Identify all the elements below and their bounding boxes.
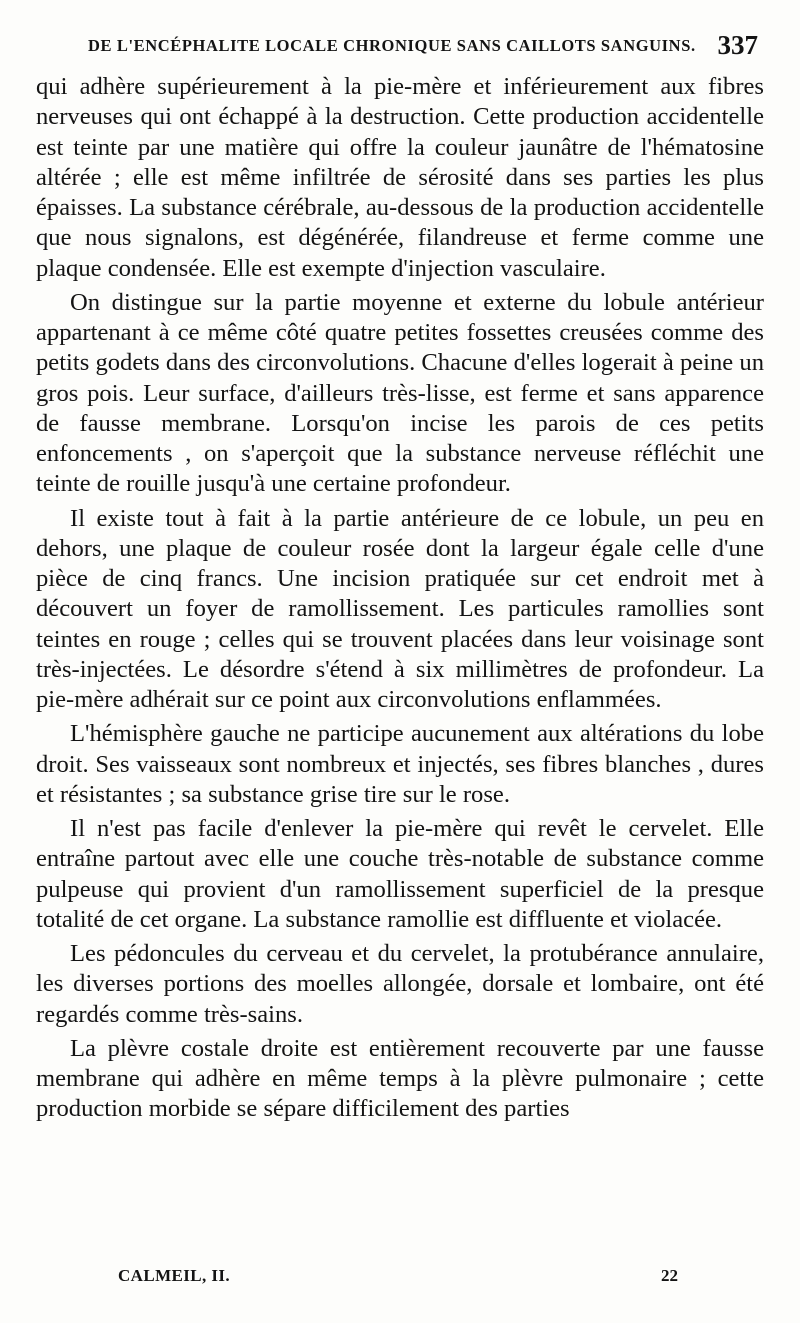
paragraph-2: On distingue sur la partie moyenne et externe du lobule antérieur appartenant à ce même côté quatre petites fossettes creusées comme des petits godets dans des circonvolutions. Chacune d'elles logerait à peine un gros pois. Leur surface, d'ailleurs très-lisse, est ferme et sans apparence de fausse membrane. Lorsqu'on incise les parois de ces petits enfoncements , on s'aperçoit que la substance nerveuse réfléchit une teinte de rouille jusqu'à une certaine profondeur. xyxy=(36,288,764,498)
paragraph-4: L'hémisphère gauche ne participe aucunement aux altérations du lobe droit. Ses vaisseaux sont nombreux et injectés, ses fibres blanches , dures et résistantes ; sa substance grise tire sur le rose. xyxy=(36,720,764,808)
paragraph-5: Il n'est pas facile d'enlever la pie-mère qui revêt le cervelet. Elle entraîne partout avec elle une couche très-notable de substance comme pulpeuse qui provient d'un ramollissement superficiel de la presque totalité de cet organe. La substance ramollie est diffluente et violacée. xyxy=(36,815,764,933)
running-title: DE L'ENCÉPHALITE LOCALE CHRONIQUE SANS CAILLOTS SANGUINS. xyxy=(88,36,696,55)
signature: CALMEIL, II. xyxy=(118,1266,231,1285)
paragraph-6: Les pédoncules du cerveau et du cervelet, la protubérance annulaire, les diverses portions des moelles allongée, dorsale et lombaire, ont été regardés comme très-sains. xyxy=(36,940,764,1028)
paragraph-1: qui adhère supérieurement à la pie-mère et inférieurement aux fibres nerveuses qui ont échappé à la destruction. Cette production accidentelle est teinte par une matière qui offre la couleur jaunâtre de l'hématosine altérée ; elle est même infiltrée de sérosité dans ses parties les plus épaisses. La substance cérébrale, au-dessous de la production accidentelle que nous signalons, est dégénérée, filandreuse et ferme comme une plaque condensée. Elle est exempte d'injection vasculaire. xyxy=(36,73,764,282)
page-footer xyxy=(118,1266,678,1292)
body-text xyxy=(36,72,764,1129)
paragraph-7: La plèvre costale droite est entièrement recouverte par une fausse membrane qui adhère en même temps à la plèvre pulmonaire ; cette production morbide se sépare difficilement des parties xyxy=(36,1034,764,1123)
paragraph-3: Il existe tout à fait à la partie antérieure de ce lobule, un peu en dehors, une plaque de couleur rosée dont la largeur égale celle d'une pièce de cinq francs. Une incision pratiquée sur cet endroit met à découvert un foyer de ramollissement. Les particules ramollies sont teintes en rouge ; celles qui se trouvent placées dans leur voisinage sont très-injectées. Le désordre s'étend à six millimètres de profondeur. La pie-mère adhérait sur ce point aux circonvolutions enflammées. xyxy=(36,504,764,713)
page-number: 337 xyxy=(717,30,758,60)
running-head xyxy=(78,30,758,62)
signature-mark: 22 xyxy=(661,1266,678,1285)
